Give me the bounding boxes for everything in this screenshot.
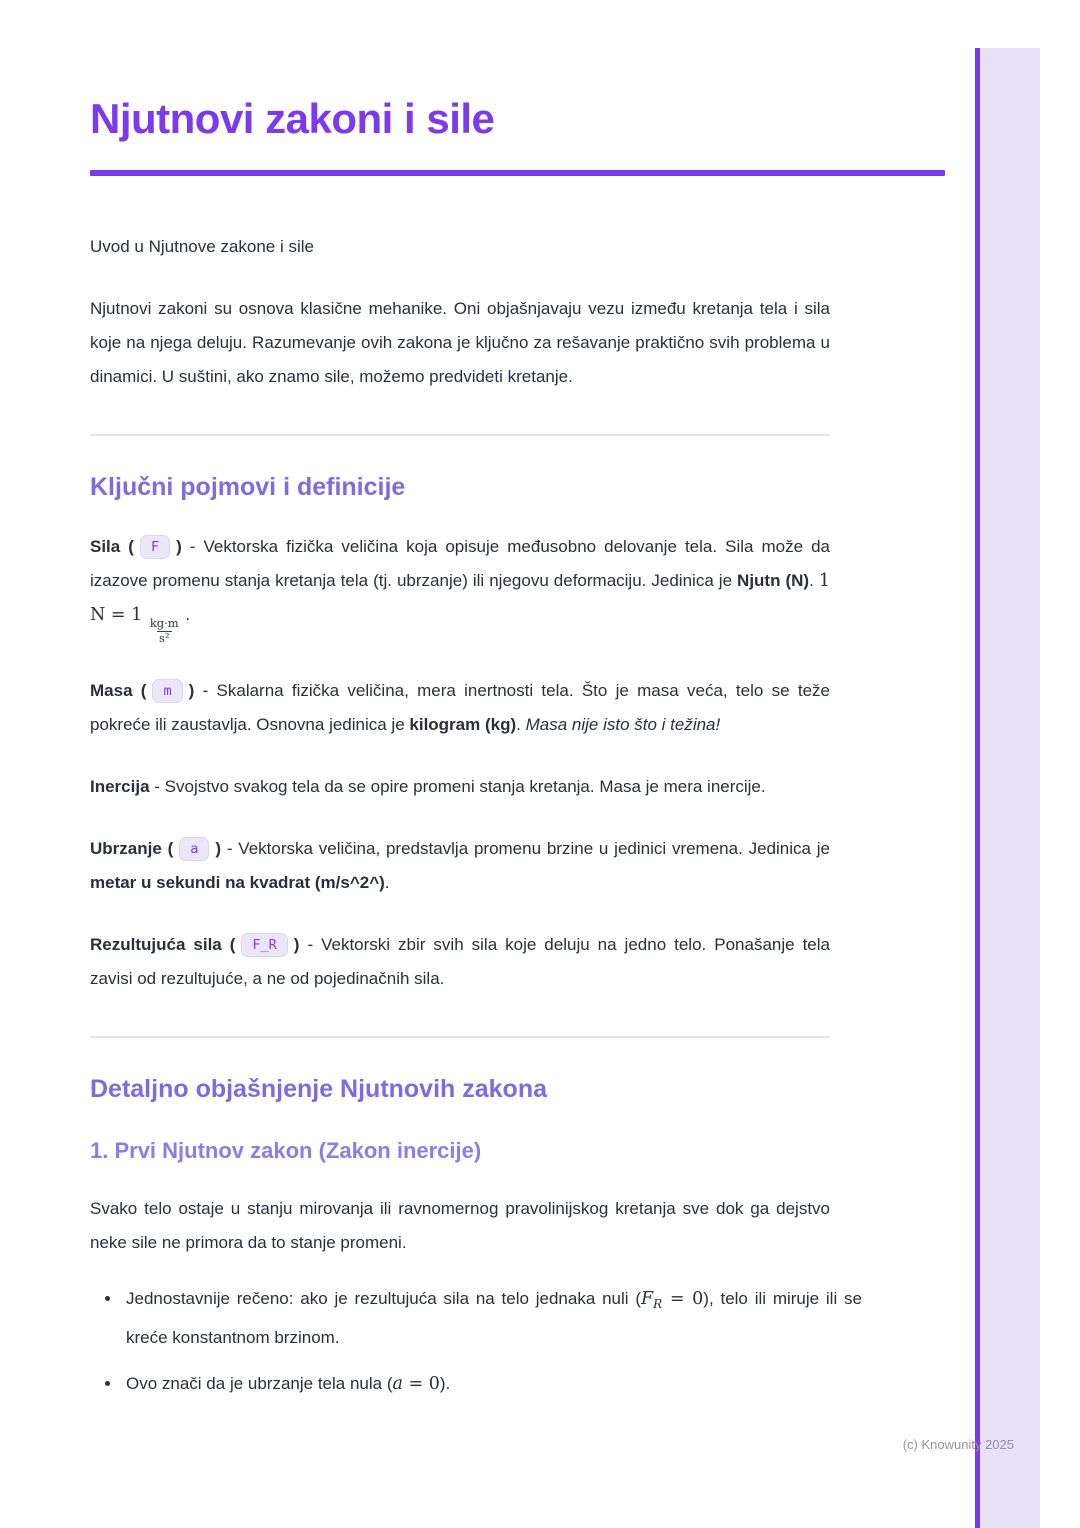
text-segment: = 0 — [402, 1373, 440, 1394]
definition-rezultujuca-sila — [90, 928, 830, 996]
first-law-bullet-list — [90, 1282, 862, 1401]
text-segment: R — [653, 1296, 663, 1311]
definition-sila — [90, 530, 830, 646]
text-segment: - Vektorska veličina, predstavlja promenu brzine u jedinici vremena. Jedinica je — [221, 838, 830, 858]
inline-code-chip: a — [179, 837, 209, 861]
inline-code-chip: F_R — [241, 933, 287, 957]
text-segment: . — [180, 605, 191, 625]
text-segment: . — [384, 872, 390, 892]
watermark-copyright: (c) Knowunity 2025 — [902, 1437, 1014, 1452]
definition-inercija — [90, 770, 830, 804]
section-divider — [90, 1036, 830, 1038]
title-underline — [90, 170, 945, 176]
text-segment: F — [641, 1288, 654, 1309]
intro-paragraph: Njutnovi zakoni su osnova klasične mehanike. Oni objašnjavaju vezu između kretanja tela i sila koje na njega deluju. Razumevanje ovih zakona je ključno za rešavanje praktično svih problema u dinamici. U suštini, ako znamo sile, možemo predvideti kretanje. — [90, 299, 830, 387]
text-segment: - Vektorski zbir svih sila koje deluju na jedno telo. Ponašanje tela zavisi od rezultujuće, a ne od pojedinačnih sila. — [90, 934, 830, 988]
text-segment: Ubrzanje ( — [90, 838, 174, 858]
text-segment: Njutn (N) — [737, 571, 810, 591]
math-fraction: $\frac{kg\cdot m}{\text{s²}}$ — [149, 616, 179, 645]
text-segment: ) — [176, 537, 182, 557]
text-segment: Sila ( — [90, 537, 134, 557]
inline-code-chip: F — [140, 535, 170, 559]
text-segment: ), telo ili miruje ili se kreće konstantnom brzinom. — [126, 1288, 862, 1347]
text-segment: kilogram (kg) — [409, 714, 517, 734]
side-accent-strip — [975, 48, 1040, 1528]
text-segment: Masa ( — [90, 680, 147, 700]
page-title: Njutnovi zakoni i sile — [90, 95, 495, 142]
text-segment: ) — [215, 838, 222, 858]
text-segment: Masa nije isto što i težina! — [525, 714, 721, 734]
bullet-item — [122, 1367, 862, 1401]
section-divider — [90, 434, 830, 436]
text-segment: - Vektorska fizička veličina koja opisuje međusobno delovanje tela. Sila može da izazove promenu stanja kretanja tela (tj. ubrzanje) ili njegovu deformaciju. Jedinica je — [90, 537, 830, 591]
text-segment: ). — [439, 1373, 451, 1393]
text-segment: a — [392, 1373, 403, 1394]
sub-heading-first-law: 1. Prvi Njutnov zakon (Zakon inercije) — [90, 1137, 482, 1163]
bullet-item — [122, 1282, 862, 1355]
text-segment: ) — [293, 934, 300, 954]
text-segment: = 0 — [662, 1288, 704, 1309]
text-segment: ) — [188, 680, 195, 700]
text-segment: - Skalarna fizička veličina, mera inertnosti tela. Što je masa veća, telo se teže pokreće ili zaustavlja. Osnovna jedinica je — [90, 680, 830, 734]
first-law-paragraph: Svako telo ostaje u stanju mirovanja ili ravnomernog pravolinijskog kretanja sve dok ga dejstvo neke sile ne primora da to stanje promeni. — [90, 1198, 830, 1252]
definition-ubrzanje — [90, 832, 830, 900]
text-segment: Jednostavnije rečeno: ako je rezultujuća sila na telo jednaka nuli ( — [126, 1288, 642, 1308]
text-segment: metar u sekundi na kvadrat (m/s^2^) — [90, 872, 385, 892]
section-heading-concepts: Ključni pojmovi i definicije — [90, 473, 406, 502]
text-segment: Rezultujuća sila ( — [90, 934, 236, 954]
text-segment: 1 N = 1 — [90, 571, 830, 626]
inline-code-chip: m — [152, 679, 182, 703]
intro-lead: Uvod u Njutnove zakone i sile — [90, 237, 314, 257]
text-segment: . — [516, 714, 526, 734]
text-segment: . — [809, 571, 819, 591]
section-heading-laws: Detaljno objašnjenje Njutnovih zakona — [90, 1074, 548, 1103]
document-content — [90, 0, 945, 1413]
text-segment: Inercija — [90, 776, 150, 796]
text-segment: Ovo znači da je ubrzanje tela nula ( — [126, 1373, 393, 1393]
definition-masa — [90, 674, 830, 742]
text-segment: - Svojstvo svakog tela da se opire promeni stanja kretanja. Masa je mera inercije. — [149, 776, 766, 796]
